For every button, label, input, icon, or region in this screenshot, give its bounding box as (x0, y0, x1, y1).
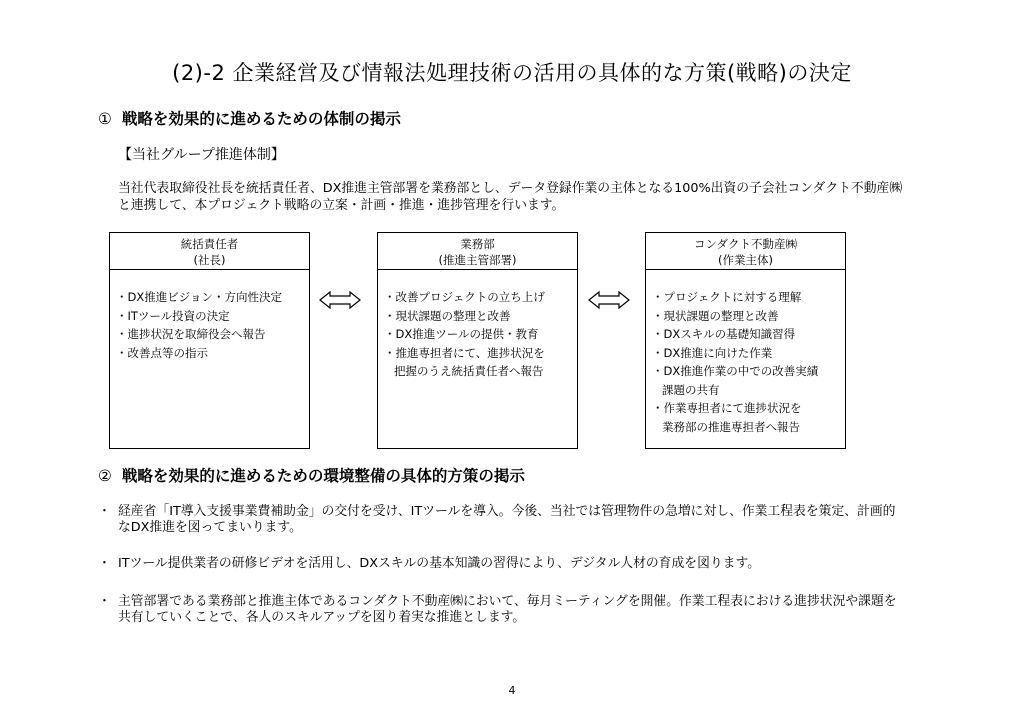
bullet-item (98, 556, 908, 572)
bullet-text: 経産省「IT導入支援事業費補助金」の交付を受け、ITツールを導入。今後、当社では管理物件の急増に対し、作業工程表を策定、計画的なDX推進を図ってまいります。 (118, 504, 896, 535)
section2-heading-text: 戦略を効果的に進めるための環境整備の具体的方策の掲示 (121, 467, 525, 485)
org-box-title: コンダクト不動産㈱ (693, 237, 798, 251)
org-box-subtitle: (作業主体) (718, 253, 773, 267)
org-box-header (110, 233, 309, 270)
org-box-business-dept (377, 232, 578, 449)
list-item-continuation: 業務部の推進専担者へ報告 (662, 419, 800, 434)
bullet-mark: ・ (98, 556, 111, 571)
org-box-body (378, 270, 577, 381)
list-item-continuation: 把握のうえ統括責任者へ報告 (394, 364, 544, 378)
list-item: ・プロジェクトに対する理解 (652, 290, 802, 304)
org-box-title: 統括責任者 (180, 237, 239, 251)
double-arrow-icon (318, 290, 362, 314)
org-box-president (109, 232, 310, 449)
section1-number: ① (98, 110, 112, 128)
bullet-item (98, 594, 908, 626)
page-number: 4 (508, 684, 516, 697)
list-item-continuation: 課題の共有 (662, 382, 720, 397)
org-box-body (646, 270, 845, 436)
org-box-subsidiary (645, 232, 846, 449)
section1-heading-text: 戦略を効果的に進めるための体制の掲示 (121, 110, 401, 128)
list-item: ・DX推進ビジョン・方向性決定 (116, 290, 283, 304)
list-item: ・改善プロジェクトの立ち上げ (384, 290, 545, 304)
section1-paragraph: 当社代表取締役社長を統括責任者、DX推進主管部署を業務部とし、データ登録作業の主体となる100%出資の子会社コンダクト不動産㈱と連携して、本プロジェクト戦略の立案・計画・推進・進捗管理を行います。 (118, 181, 903, 213)
org-box-header (646, 233, 845, 270)
list-item: ・推進専担者にて、進捗状況を (384, 345, 545, 360)
bullet-mark: ・ (98, 504, 111, 519)
section2-number: ② (98, 467, 112, 485)
list-item: ・改善点等の指示 (116, 345, 208, 360)
page-title: (2)-2 企業経営及び情報法処理技術の活用の具体的な方策(戦略)の決定 (172, 61, 852, 85)
list-item: ・DX推進に向けた作業 (652, 345, 773, 360)
org-box-title: 業務部 (460, 237, 495, 251)
org-box-header (378, 233, 577, 270)
section1-subheading: 【当社グループ推進体制】 (118, 147, 285, 163)
org-box-subtitle: (社長) (193, 253, 226, 267)
double-arrow-icon (587, 290, 631, 314)
org-box-subtitle: (推進主管部署) (438, 253, 517, 267)
list-item: ・現状課題の整理と改善 (652, 308, 779, 323)
bullet-item (98, 504, 908, 536)
list-item: ・作業専担者にて進捗状況を (652, 401, 802, 415)
bullet-text: 主管部署である業務部と推進主体であるコンダクト不動産㈱において、毎月ミーティングを開催。作業工程表における進捗状況や課題を共有していくことで、各人のスキルアップを図り着実な推進とします。 (118, 594, 897, 625)
list-item: ・DX推進ツールの提供・教育 (384, 327, 539, 341)
list-item: ・進捗状況を取締役会へ報告 (116, 327, 266, 341)
org-box-body (110, 270, 309, 362)
list-item: ・現状課題の整理と改善 (384, 308, 511, 323)
bullet-mark: ・ (98, 594, 111, 609)
list-item: ・ITツール投資の決定 (116, 308, 230, 323)
section2-heading (98, 464, 525, 486)
list-item: ・DXスキルの基礎知識習得 (652, 327, 796, 341)
bullet-text: ITツール提供業者の研修ビデオを活用し、DXスキルの基本知識の習得により、デジタル人材の育成を図ります。 (118, 556, 761, 571)
list-item: ・DX推進作業の中での改善実績 (652, 364, 819, 378)
section1-heading (98, 107, 401, 129)
